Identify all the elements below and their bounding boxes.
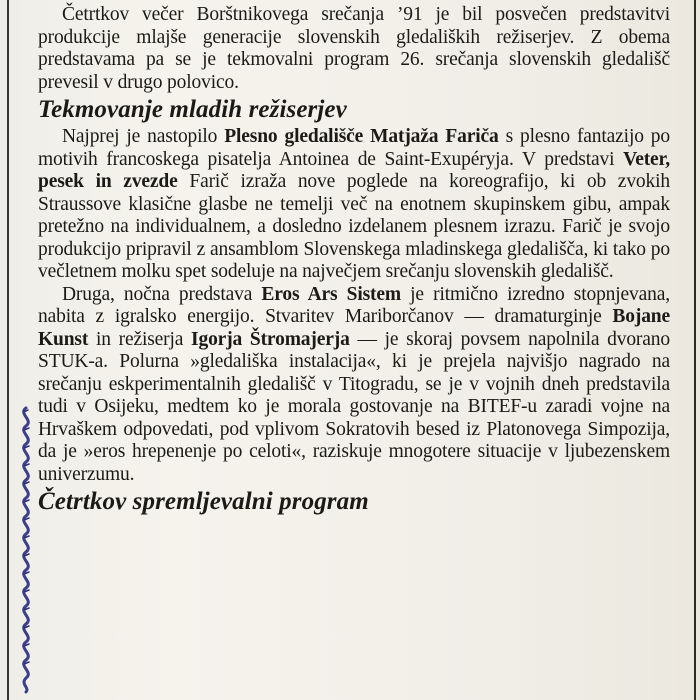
bold-bojane-kunst: Bojane Kunst [38,306,670,350]
bold-igorja-stromajerja: Igorja Štromajerja [191,328,350,350]
para1-text-1: Najprej je nastopilo [62,126,225,147]
bold-veter-pesek-zvezde: Veter, pesek in zvezde [38,148,670,192]
section-heading-young-directors: Tekmovanje mladih režiserjev [38,96,347,123]
bold-plesno-gledalisce: Plesno gledališče Matjaža Fariča [224,126,499,147]
left-column-rule [7,0,9,700]
para1-text-3: Farič izraža nove poglede na koreografijo, ki ob zvokih Straussove klasične glasbe ne temelji več na enotnem skupinskem gibu, ampak pretežno na individualnem, a dosledno izdelanem plesnem izrazu. Farič je svojo produkcijo pripravil z ansamblom Slovenskega mladinskega gledališča, ki tako po večletnem molku spet sodeluje na največjem srečanju slovenskih gledališč. [38,171,670,282]
para2-text-3: in režiserja [88,328,192,350]
margin-squiggle-icon [14,404,40,694]
paragraph-faric [38,126,670,284]
intro-paragraph: Četrtkov večer Borštnikovega srečanja ’91 je bil posvečen predstavitvi produkcije mlajše generacije slovenskih gledaliških režiserjev. Z obema predstavama pa se je tekmovalni program 26. srečanja slovenskih gledališč prevesil v drugo polovico. [38,4,670,93]
bold-eros-ars-sistem: Eros Ars Sistem [261,283,401,305]
section-heading-supporting-program: Četrtkov spremljevalni program [38,488,369,515]
para2-text-2: je ritmično izredno stopnjevana, nabita z igralsko energijo. Stvaritev Mariborčanov — dramaturginje [38,283,670,327]
para2-text-1: Druga, nočna predstava [62,283,262,305]
para1-text-2: s plesno fantazijo po motivih francoskega pisatelja Antoinea de Saint-Exupéryja. V predstavi [38,126,670,170]
article-column [38,4,670,518]
right-column-rule [694,0,696,700]
para2-text-4: — je skoraj povsem napolnila dvorano STUK-a. Polurna »gledališka instalacija«, ki je prejela najvišjo nagrado na srečanju eskperimentalnih gledališč v Titogradu, se je v vojnih dneh predstavila tudi v Osijeku, medtem ko je morala gostovanje na BITEF-u zaradi vojne na Hrvaškem odpovedati, pod vplivom Sokratovih besed iz Platonovega Simpozija, da je »eros hrepenenje po celoti«, raziskuje mnogotere situacije v ljubezenskem univerzumu. [38,328,670,485]
paragraph-eros-ars-sistem [38,284,670,487]
